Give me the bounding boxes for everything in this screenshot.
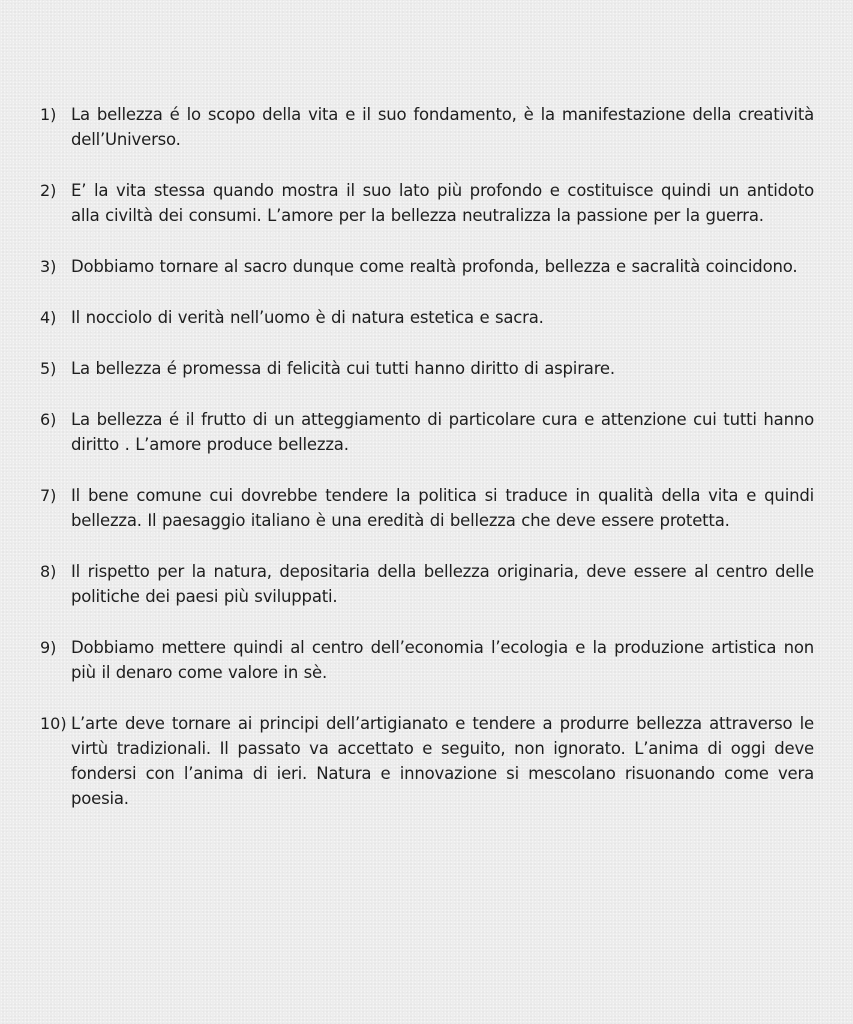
item-text: Dobbiamo tornare al sacro dunque come realtà profonda, bellezza e sacralità coincidono. — [71, 257, 798, 276]
item-number: 4) — [40, 308, 57, 327]
list-item-3 — [40, 254, 814, 279]
list-item-4 — [40, 305, 814, 330]
list-item-8 — [40, 559, 814, 609]
item-text: Dobbiamo mettere quindi al centro dell’economia l’ecologia e la produzione artistica non più il denaro come valore in sè. — [71, 638, 814, 682]
list-item-1 — [40, 102, 814, 152]
item-text: E’ la vita stessa quando mostra il suo lato più profondo e costituisce quindi un antidoto alla civiltà dei consumi. L’amore per la bellezza neutralizza la passione per la guerra. — [71, 181, 814, 225]
list-item-2 — [40, 178, 814, 228]
item-number: 6) — [40, 410, 57, 429]
item-number: 2) — [40, 181, 57, 200]
list-item-9 — [40, 635, 814, 685]
item-number: 10) — [40, 714, 67, 733]
item-text: Il rispetto per la natura, depositaria della bellezza originaria, deve essere al centro delle politiche dei paesi più sviluppati. — [71, 562, 814, 606]
list-item-10 — [40, 711, 814, 811]
list-item-7 — [40, 483, 814, 533]
principles-list — [40, 102, 814, 837]
item-text: La bellezza é promessa di felicità cui tutti hanno diritto di aspirare. — [71, 359, 615, 378]
item-number: 3) — [40, 257, 57, 276]
list-item-5 — [40, 356, 814, 381]
item-text: Il bene comune cui dovrebbe tendere la politica si traduce in qualità della vita e quindi bellezza. Il paesaggio italiano è una eredità di bellezza che deve essere protetta. — [71, 486, 814, 530]
item-number: 5) — [40, 359, 57, 378]
item-text: Il nocciolo di verità nell’uomo è di natura estetica e sacra. — [71, 308, 544, 327]
item-number: 1) — [40, 105, 57, 124]
item-text: La bellezza é lo scopo della vita e il suo fondamento, è la manifestazione della creatività dell’Universo. — [71, 105, 814, 149]
item-number: 8) — [40, 562, 57, 581]
item-text: L’arte deve tornare ai principi dell’artigianato e tendere a produrre bellezza attraverso le virtù tradizionali. Il passato va accettato e seguito, non ignorato. L’anima di oggi deve fondersi con l’anima di ieri. Natura e innovazione si mescolano risuonando come vera poesia. — [71, 714, 814, 808]
item-number: 7) — [40, 486, 57, 505]
item-number: 9) — [40, 638, 57, 657]
item-text: La bellezza é il frutto di un atteggiamento di particolare cura e attenzione cui tutti hanno diritto . L’amore produce bellezza. — [71, 410, 814, 454]
list-item-6 — [40, 407, 814, 457]
